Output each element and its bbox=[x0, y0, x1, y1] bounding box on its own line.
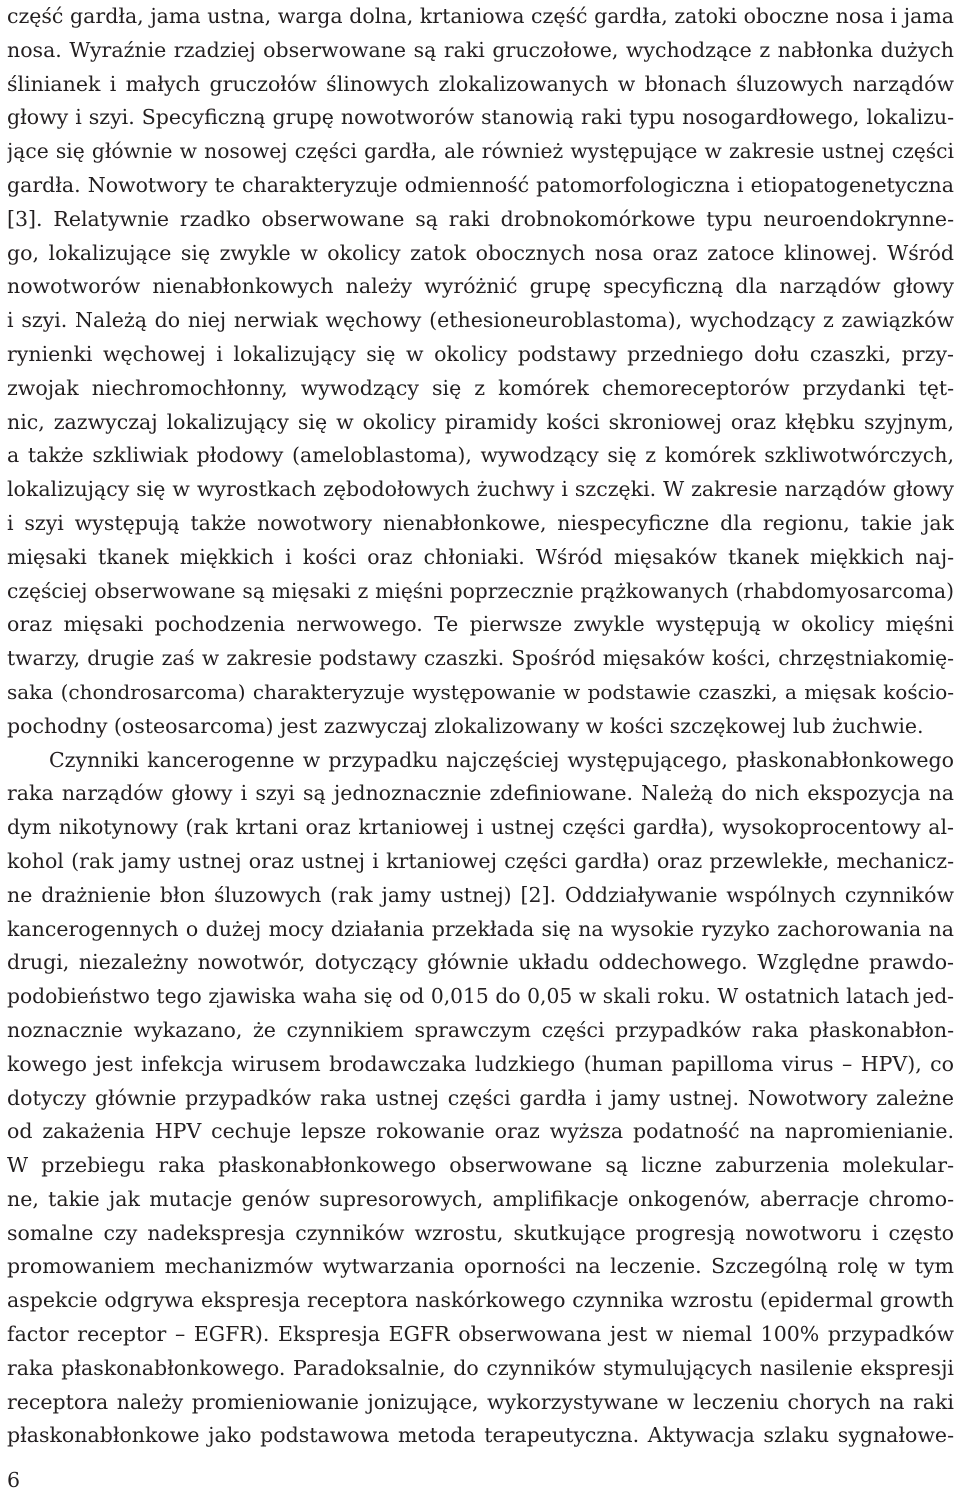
text-line: i szyi. Należą do niej nerwiak węchowy (ethesioneuroblastoma), wychodzący z zawiązków bbox=[7, 308, 954, 333]
text-line: noznacznie wykazano, że czynnikiem sprawczym części przypadków raka płaskonabłon- bbox=[7, 1017, 954, 1042]
text-line: ne, takie jak mutacje genów supresorowych, amplifikacje onkogenów, aberracje chromo- bbox=[7, 1186, 954, 1211]
text-line: raka narządów głowy i szyi są jednoznacznie zdefiniowane. Należą do nich ekspozycja na bbox=[7, 781, 954, 806]
document-page bbox=[7, 0, 954, 1453]
text-line: gardła. Nowotwory te charakteryzuje odmienność patomorfologiczna i etiopatogenetyczna bbox=[7, 172, 954, 197]
text-line: ślinianek i małych gruczołów ślinowych zlokalizowanych w błonach śluzowych narządów bbox=[7, 71, 954, 96]
text-line: go, lokalizujące się zwykle w okolicy zatok obocznych nosa oraz zatoce klinowej. Wśród bbox=[7, 240, 954, 265]
text-line: a także szkliwiak płodowy (ameloblastoma), wywodzący się z komórek szkliwotwórczych, bbox=[7, 443, 954, 468]
text-line: zwojak niechromochłonny, wywodzący się z komórek chemoreceptorów przydanki tęt- bbox=[7, 375, 954, 400]
text-line: twarzy, drugie zaś w zakresie podstawy czaszki. Spośród mięsaków kości, chrzęstniakomię- bbox=[7, 646, 954, 671]
text-line: drugi, niezależny nowotwór, dotyczący głównie układu oddechowego. Względne prawdo- bbox=[7, 950, 954, 975]
text-line: płaskonabłonkowe jako podstawowa metoda terapeutyczna. Aktywacja szlaku sygnałowe- bbox=[7, 1423, 954, 1448]
text-line: nosa. Wyraźnie rzadziej obserwowane są raki gruczołowe, wychodzące z nabłonka dużych bbox=[7, 37, 954, 62]
text-line: receptora należy promieniowanie jonizujące, wykorzystywane w leczeniu chorych na raki bbox=[7, 1389, 954, 1414]
text-line: dotyczy głównie przypadków raka ustnej części gardła i jamy ustnej. Nowotwory zależne bbox=[7, 1085, 954, 1110]
text-line: factor receptor – EGFR). Ekspresja EGFR obserwowana jest w niemal 100% przypadków bbox=[7, 1322, 954, 1347]
text-line: część gardła, jama ustna, warga dolna, krtaniowa część gardła, zatoki oboczne nosa i jama bbox=[7, 4, 954, 28]
text-line: kancerogennych o dużej mocy działania przekłada się na wysokie ryzyko zachorowania na bbox=[7, 916, 954, 941]
text-line: raka płaskonabłonkowego. Paradoksalnie, do czynników stymulujących nasilenie ekspresji bbox=[7, 1355, 954, 1380]
text-line: somalne czy nadekspresja czynników wzrostu, skutkujące progresją nowotworu i często bbox=[7, 1220, 954, 1245]
text-line: głowy i szyi. Specyficzną grupę nowotworów stanowią raki typu nosogardłowego, lokalizu- bbox=[7, 105, 954, 130]
text-line: promowaniem mechanizmów wytwarzania oporności na leczenie. Szczególną rolę w tym bbox=[7, 1254, 954, 1279]
text-line: jące się głównie w nosowej części gardła, ale również występujące w zakresie ustnej części bbox=[7, 139, 954, 164]
text-line: W przebiegu raka płaskonabłonkowego obserwowane są liczne zaburzenia molekular- bbox=[7, 1153, 954, 1178]
text-line: kowego jest infekcja wirusem brodawczaka ludzkiego (human papilloma virus – HPV), co bbox=[7, 1051, 954, 1076]
text-line: Czynniki kancerogenne w przypadku najczęściej występującego, płaskonabłonkowego bbox=[49, 747, 954, 772]
text-line: lokalizujący się w wyrostkach zębodołowych żuchwy i szczęki. W zakresie narządów głowy bbox=[7, 477, 954, 502]
text-line: [3]. Relatywnie rzadko obserwowane są raki drobnokomórkowe typu neuroendokrynne- bbox=[7, 206, 954, 231]
text-line: od zakażenia HPV cechuje lepsze rokowanie oraz wyższa podatność na napromienianie. bbox=[7, 1119, 954, 1144]
text-line: aspekcie odgrywa ekspresja receptora naskórkowego czynnika wzrostu (epidermal growth bbox=[7, 1288, 954, 1313]
text-line: dym nikotynowy (rak krtani oraz krtaniowej i ustnej części gardła), wysokoprocentowy al- bbox=[7, 815, 954, 840]
text-line: częściej obserwowane są mięsaki z mięśni poprzecznie prążkowanych (rhabdomyosarcoma) bbox=[7, 578, 954, 603]
text-line: kohol (rak jamy ustnej oraz ustnej i krtaniowej części gardła) oraz przewlekłe, mechanicz- bbox=[7, 848, 954, 873]
page-number: 6 bbox=[7, 1468, 21, 1492]
body-text bbox=[7, 0, 954, 1453]
text-line: ne drażnienie błon śluzowych (rak jamy ustnej) [2]. Oddziaływanie wspólnych czynników bbox=[7, 882, 954, 907]
text-line: podobieństwo tego zjawiska waha się od 0,015 do 0,05 w skali roku. W ostatnich latach jed- bbox=[7, 984, 954, 1009]
text-line: saka (chondrosarcoma) charakteryzuje występowanie w podstawie czaszki, a mięsak kościo- bbox=[7, 679, 954, 704]
text-line: nowotworów nienabłonkowych należy wyróżnić grupę specyficzną dla narządów głowy bbox=[7, 274, 954, 299]
text-line: pochodny (osteosarcoma) jest zazwyczaj zlokalizowany w kości szczękowej lub żuchwie. bbox=[7, 713, 924, 738]
text-line: mięsaki tkanek miękkich i kości oraz chłoniaki. Wśród mięsaków tkanek miękkich naj- bbox=[7, 544, 954, 569]
text-line: nic, zazwyczaj lokalizujący się w okolicy piramidy kości skroniowej oraz kłębku szyjnym, bbox=[7, 409, 954, 434]
text-line: oraz mięsaki pochodzenia nerwowego. Te pierwsze zwykle występują w okolicy mięśni bbox=[7, 612, 954, 637]
text-line: i szyi występują także nowotwory nienabłonkowe, niespecyficzne dla regionu, takie jak bbox=[7, 510, 954, 535]
text-line: rynienki węchowej i lokalizujący się w okolicy podstawy przedniego dołu czaszki, przy- bbox=[7, 341, 954, 366]
